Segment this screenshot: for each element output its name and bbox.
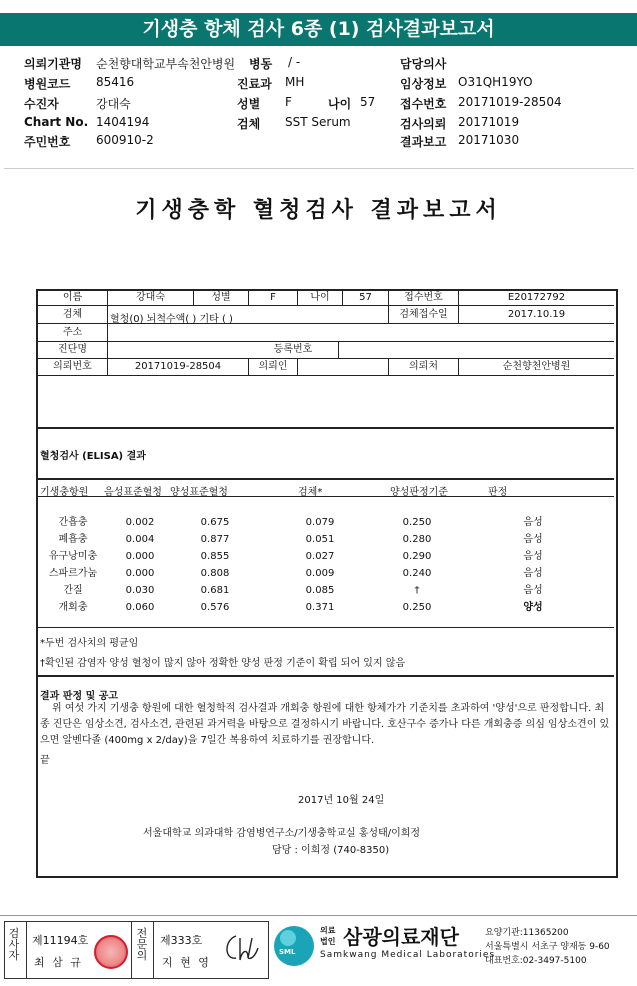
divider <box>131 921 132 978</box>
section-title-elisa: 혈청검사 (ELISA) 결과 <box>40 451 146 462</box>
od-value: 0.004 <box>125 534 155 545</box>
od-value: 0.371 <box>305 602 335 613</box>
field-label-hospcode: 병원코드 <box>24 77 71 91</box>
info-label-reqno: 의뢰번호 <box>53 361 92 372</box>
od-value: 0.576 <box>200 602 230 613</box>
org-address: 서울특별시 서초구 양재동 9-60 <box>485 942 610 952</box>
od-value: 0.808 <box>200 568 230 579</box>
conclusion-end: 끝 <box>40 755 50 766</box>
info-label-recv: 접수번호 <box>404 292 443 303</box>
report-contact: 담당 : 이희정 (740-8350) <box>272 845 390 856</box>
field-label-age: 나이 <box>328 97 352 111</box>
od-value: 0.290 <box>402 551 432 562</box>
od-value: 0.675 <box>200 517 230 528</box>
antigen-name: 폐흡충 <box>58 534 88 545</box>
field-value-clinical: O31QH19YO <box>458 75 533 89</box>
antigen-name: 간흡충 <box>58 517 88 528</box>
inspector-name: 최 삼 규 <box>34 956 83 969</box>
specialist-number: 제333호 <box>160 934 203 947</box>
divider <box>338 341 339 358</box>
sml-logo-icon <box>272 924 316 968</box>
note-average: *두번 검사치의 평균임 <box>40 638 139 649</box>
field-label-patient: 수진자 <box>24 97 59 111</box>
inspector-number: 제11194호 <box>32 934 89 947</box>
judgment-value: 양성 <box>523 602 543 613</box>
od-value: 0.051 <box>305 534 335 545</box>
conclusion-text: 위 여섯 가지 기생충 항원에 대한 혈청학적 검사결과 개회충 항원에 대한 항체가가 기준치를 초과하여 '양성'으로 판정합니다. 최종 진단은 임상소견, 검사소견, 관련된 과거력을 바탕으로 결정하시기 바랍니다. 호산구수 증가나 다른 개회충증 의심 임상소견이 있으면 알벤다졸 (400mg x 2/day)을 7일간 복용하여 치료하기를 권장합니다. <box>40 703 610 746</box>
info-label-reg: 등록번호 <box>273 344 313 355</box>
note-cutoff: †확인된 감염자 양성 혈청이 많지 않아 정확한 양성 판정 기준이 확립 되어 있지 않음 <box>40 658 406 669</box>
field-label-chart: Chart No. <box>24 115 89 129</box>
info-value-recv: E20172792 <box>507 292 566 303</box>
info-label-sex: 성별 <box>211 292 231 303</box>
field-label-specimen: 검체 <box>237 117 261 131</box>
sml-logo-text: SML <box>279 948 296 956</box>
field-label-ward: 병동 <box>249 57 273 71</box>
org-code: 요양기관:11365200 <box>485 928 569 938</box>
field-label-sex: 성별 <box>237 97 261 111</box>
specialist-label <box>136 928 148 961</box>
info-label-requester: 의뢰인 <box>258 361 288 372</box>
info-label-reqorg: 의뢰처 <box>409 361 438 372</box>
field-label-doctor: 담당의사 <box>400 57 447 71</box>
info-value-specimen-date: 2017.10.19 <box>507 309 566 320</box>
info-value-age: 57 <box>359 292 372 303</box>
divider <box>297 358 298 375</box>
report-date: 2017년 10월 24일 <box>298 795 385 806</box>
conclusion-title: 결과 판정 및 공고 <box>40 691 119 702</box>
antigen-name: 스파르가눔 <box>48 568 98 579</box>
inspector-label <box>8 928 20 961</box>
info-label-name: 이름 <box>62 292 83 303</box>
od-value: 0.681 <box>200 585 230 596</box>
info-label-age: 나이 <box>310 292 330 303</box>
divider <box>153 921 154 978</box>
od-value: 0.027 <box>305 551 335 562</box>
field-value-rrn: 600910-2 <box>96 133 154 147</box>
field-label-dept: 진료과 <box>237 77 272 91</box>
field-value-age: 57 <box>360 95 376 109</box>
divider <box>38 478 614 480</box>
field-value-hospcode: 85416 <box>96 75 135 89</box>
judgment-value: 음성 <box>523 585 543 596</box>
od-value: 0.250 <box>402 517 432 528</box>
th-judgment: 판정 <box>488 487 508 498</box>
field-value-request: 20171019 <box>458 115 520 129</box>
divider <box>38 675 614 677</box>
signature-icon <box>222 930 262 966</box>
od-value: 0.240 <box>402 568 432 579</box>
org-name: 삼광의료재단 <box>343 925 459 949</box>
divider <box>26 921 27 978</box>
th-pos-std: 양성표준혈청 <box>170 487 228 498</box>
field-label-receipt: 접수번호 <box>400 97 447 111</box>
corp-label-2: 법인 <box>320 937 336 946</box>
antigen-name: 개회충 <box>58 602 88 613</box>
antigen-name: 유구낭미충 <box>48 551 98 562</box>
field-value-receipt: 20171019-28504 <box>458 95 562 109</box>
field-value-patient: 강대숙 <box>96 97 131 111</box>
od-value: 0.280 <box>402 534 432 545</box>
info-value-reqorg: 순천향천안병원 <box>502 361 571 372</box>
od-value: 0.250 <box>402 602 432 613</box>
info-value-sex: F <box>270 292 276 303</box>
antigen-name: 간질 <box>63 585 83 596</box>
field-value-sex: F <box>285 95 292 109</box>
th-cutoff: 양성판정기준 <box>390 487 448 498</box>
inspector-label-text: 검 사 자 <box>8 927 20 962</box>
field-value-dept: MH <box>285 75 305 89</box>
field-value-specimen: SST Serum <box>285 115 351 129</box>
field-label-request: 검사의뢰 <box>400 117 447 131</box>
info-label-diagnosis: 진단명 <box>58 344 87 355</box>
od-value: 0.000 <box>125 551 155 562</box>
od-value: 0.877 <box>200 534 230 545</box>
th-neg-std: 음성표준혈청 <box>104 487 162 498</box>
info-label-address: 주소 <box>62 327 83 338</box>
info-label-specimen: 검체 <box>62 309 83 320</box>
org-phone: 대표번호:02-3497-5100 <box>485 956 587 966</box>
divider <box>38 627 614 628</box>
judgment-value: 음성 <box>523 568 543 579</box>
inspector-stamp <box>94 935 128 969</box>
corp-label-1: 의료 <box>320 926 336 935</box>
field-value-ward: / - <box>288 55 301 69</box>
od-value: † <box>414 585 420 596</box>
od-value: 0.009 <box>305 568 335 579</box>
report-org: 서울대학교 의과대학 감염병연구소/기생충학교실 홍성태/이희정 <box>143 828 421 839</box>
org-name-en: Samkwang Medical Laboratories <box>320 950 496 960</box>
judgment-value: 음성 <box>523 534 543 545</box>
field-label-result: 결과보고 <box>400 135 447 149</box>
od-value: 0.855 <box>200 551 230 562</box>
report-title-bar: 기생충 항체 검사 6종 (1) 검사결과보고서 <box>0 13 637 46</box>
field-label-clinical: 임상정보 <box>400 77 447 91</box>
info-value-specimen: 혈청(0) 뇌척수액( ) 기타 ( ) <box>110 314 233 325</box>
field-label-org: 의뢰기관명 <box>24 57 82 71</box>
info-value-name: 강대숙 <box>136 292 165 303</box>
specialist-label-text: 전 문 의 <box>136 927 148 962</box>
od-value: 0.085 <box>305 585 335 596</box>
field-label-rrn: 주민번호 <box>24 135 71 149</box>
field-value-result: 20171030 <box>458 133 520 147</box>
scanned-report-title: 기생충학 혈청검사 결과보고서 <box>135 197 502 223</box>
od-value: 0.002 <box>125 517 155 528</box>
judgment-value: 음성 <box>523 551 543 562</box>
th-specimen: 검체* <box>298 487 323 498</box>
info-value-reqno: 20171019-28504 <box>134 361 222 372</box>
divider <box>38 375 614 376</box>
od-value: 0.030 <box>125 585 155 596</box>
od-value: 0.079 <box>305 517 335 528</box>
field-value-chart: 1404194 <box>96 115 150 129</box>
info-label-specimen-date: 검체접수일 <box>399 309 448 320</box>
field-value-org: 순천향대학교부속천안병원 <box>96 57 236 71</box>
divider <box>38 427 614 429</box>
judgment-value: 음성 <box>523 517 543 528</box>
od-value: 0.000 <box>125 568 155 579</box>
specialist-name: 지 현 영 <box>162 956 211 969</box>
th-antigen: 기생충항원 <box>40 487 89 498</box>
od-value: 0.060 <box>125 602 155 613</box>
